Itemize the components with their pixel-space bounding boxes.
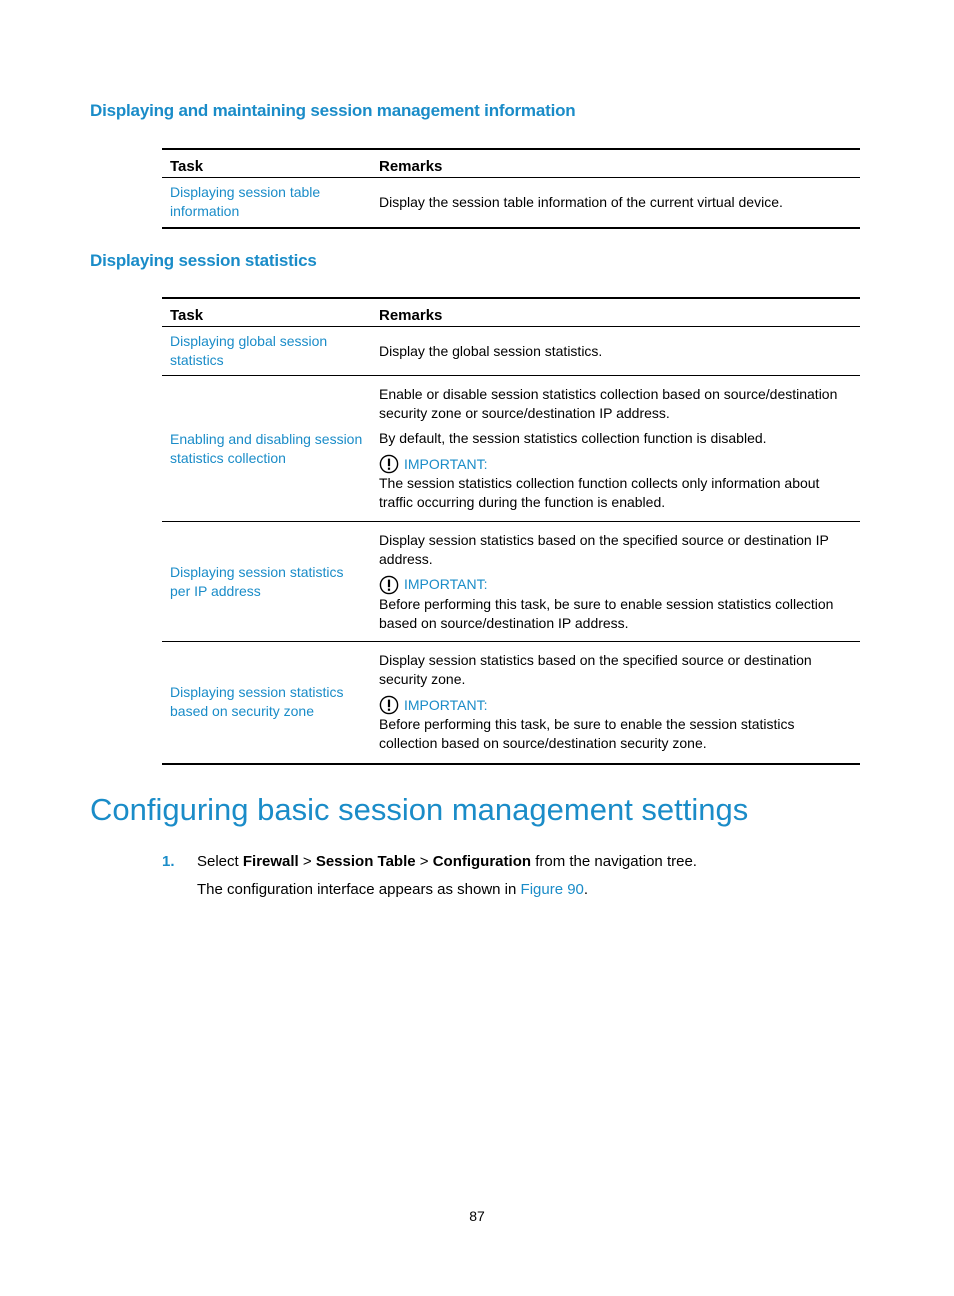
important-callout xyxy=(379,575,852,595)
result-text: The configuration interface appears as shown in xyxy=(197,881,521,898)
important-callout xyxy=(379,454,852,474)
important-callout xyxy=(379,695,852,715)
step-1 xyxy=(162,852,697,872)
separator: > xyxy=(298,853,316,870)
note-text: The session statistics collection function collects only information about traffic occurring during the function is enabled. xyxy=(379,475,820,510)
remark-text: Display session statistics based on the specified source or destination IP address. xyxy=(379,531,829,567)
remark: Display the session table information of the current virtual device. xyxy=(371,178,860,228)
chapter-title: Configuring basic session management settings xyxy=(90,792,749,827)
remark-text: Enable or disable session statistics collection based on source/destination security zone or source/destination IP address. xyxy=(379,386,838,421)
step-text: Select xyxy=(197,853,243,870)
remark xyxy=(371,642,860,764)
section-heading-maintain: Displaying and maintaining session management information xyxy=(90,101,576,120)
page-number: 87 xyxy=(469,1208,485,1224)
col-remarks: Remarks xyxy=(371,298,860,327)
separator: > xyxy=(415,853,433,870)
remark-text: Display session statistics based on the specified source or destination security zone. xyxy=(379,652,812,688)
menu-firewall: Firewall xyxy=(242,853,299,870)
menu-session-table: Session Table xyxy=(315,853,416,870)
remark xyxy=(371,376,860,522)
session-table-display-table xyxy=(162,148,860,229)
session-statistics-table xyxy=(162,297,860,765)
important-label: IMPORTANT: xyxy=(404,455,488,472)
table-row xyxy=(162,642,860,764)
remark xyxy=(371,522,860,642)
warning-icon xyxy=(379,575,399,595)
table-row xyxy=(162,376,860,522)
task-link-global-statistics[interactable]: Displaying global session statistics xyxy=(162,327,371,376)
section-heading-statistics: Displaying session statistics xyxy=(90,251,317,270)
step-number: 1. xyxy=(162,853,175,870)
figure-90-link[interactable]: Figure 90 xyxy=(520,881,584,898)
remark-text: By default, the session statistics collection function is disabled. xyxy=(379,430,767,446)
task-link-enable-statistics[interactable]: Enabling and disabling session statistics collection xyxy=(162,376,371,522)
remark: Display the global session statistics. xyxy=(371,327,860,376)
warning-icon xyxy=(379,454,399,474)
col-task: Task xyxy=(162,298,371,327)
step-text: from the navigation tree. xyxy=(531,853,697,870)
task-link-statistics-security-zone[interactable]: Displaying session statistics based on security zone xyxy=(162,642,371,764)
step-1-result xyxy=(197,880,588,900)
menu-configuration: Configuration xyxy=(432,853,532,870)
note-text: Before performing this task, be sure to enable the session statistics collection based on source/destination security zone. xyxy=(379,716,795,752)
table-row xyxy=(162,327,860,376)
result-text: . xyxy=(583,881,589,898)
important-label: IMPORTANT: xyxy=(404,696,488,713)
note-text: Before performing this task, be sure to enable session statistics collection based on source/destination IP address. xyxy=(379,595,834,631)
table-row xyxy=(162,522,860,642)
warning-icon xyxy=(379,695,399,715)
col-remarks: Remarks xyxy=(371,149,860,178)
important-label: IMPORTANT: xyxy=(404,576,488,592)
task-link-session-table[interactable]: Displaying session table information xyxy=(162,178,371,228)
col-task: Task xyxy=(162,149,371,178)
task-link-statistics-per-ip[interactable]: Displaying session statistics per IP address xyxy=(162,522,371,642)
